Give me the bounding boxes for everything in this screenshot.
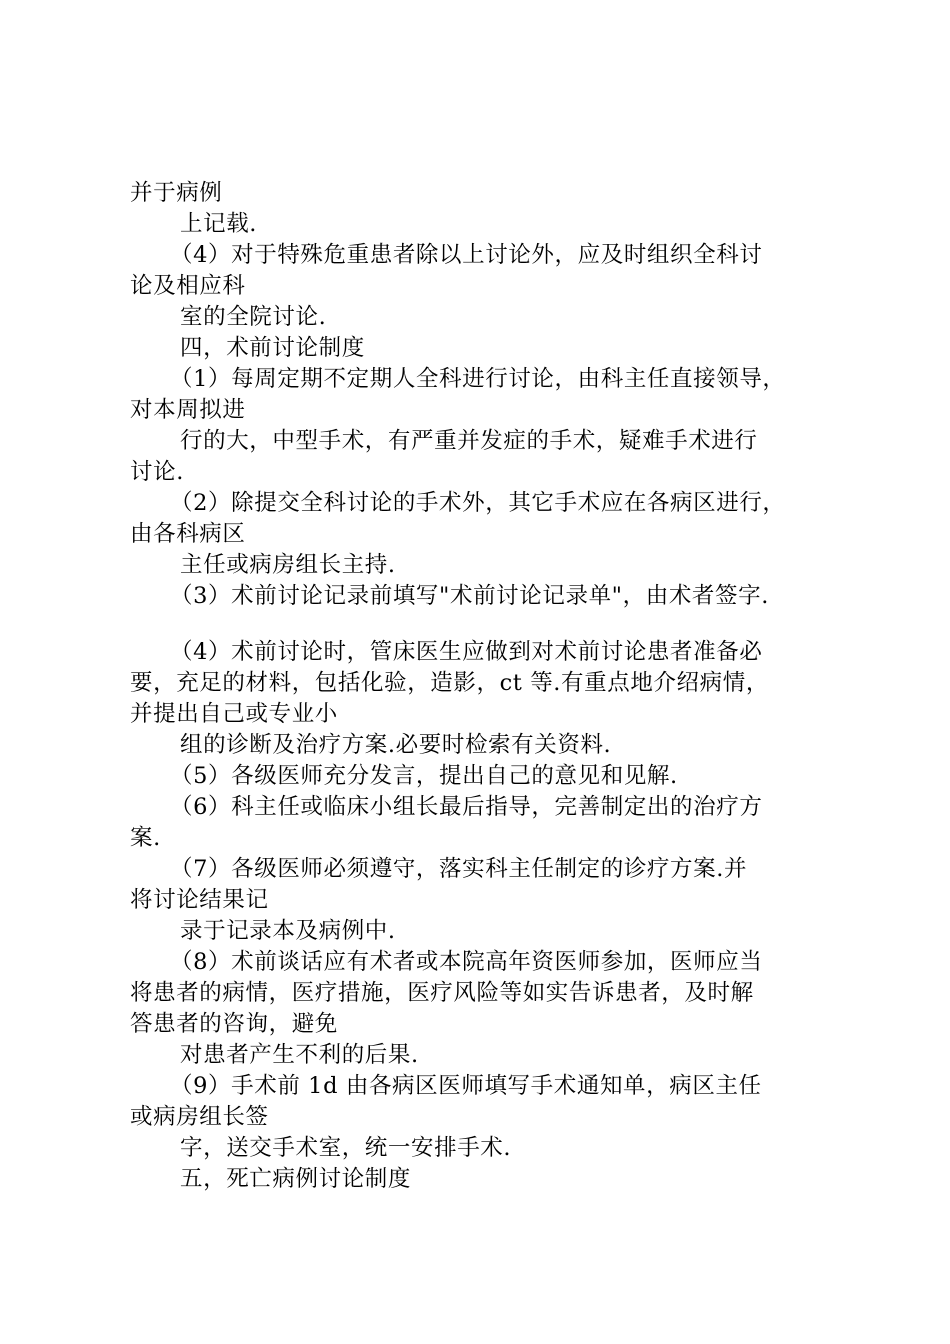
text-line: 答患者的咨询，避免 bbox=[130, 1011, 338, 1037]
text-line: 将患者的病情，医疗措施，医疗风险等如实告诉患者，及时解 bbox=[130, 980, 754, 1006]
text-line: 讨论. bbox=[130, 459, 184, 485]
text-line: 字，送交手术室，统一安排手术. bbox=[180, 1135, 512, 1161]
text-line: （2）除提交全科讨论的手术外，其它手术应在各病区进行， bbox=[170, 490, 786, 516]
text-line: 上记载. bbox=[180, 211, 258, 237]
section-heading: 五，死亡病例讨论制度 bbox=[180, 1166, 412, 1192]
text-line: （4）对于特殊危重患者除以上讨论外，应及时组织全科讨 bbox=[170, 242, 763, 268]
text-line: （7）各级医师必须遵守，落实科主任制定的诊疗方案.并 bbox=[170, 856, 748, 882]
text-line: 主任或病房组长主持. bbox=[180, 552, 396, 578]
text-line: 要，充足的材料，包括化验，造影，ct 等.有重点地介绍病情， bbox=[130, 670, 769, 696]
text-line: 由各科病区 bbox=[130, 521, 246, 547]
text-line: 并于病例 bbox=[130, 180, 223, 206]
text-line: 室的全院讨论. bbox=[180, 304, 327, 330]
text-line: 组的诊断及治疗方案.必要时检索有关资料. bbox=[180, 732, 612, 758]
text-line: 行的大，中型手术，有严重并发症的手术，疑难手术进行 bbox=[180, 428, 758, 454]
text-line: 对患者产生不利的后果. bbox=[180, 1042, 419, 1068]
section-heading: 四，术前讨论制度 bbox=[180, 335, 365, 361]
text-line: （1）每周定期不定期人全科进行讨论，由科主任直接领导， bbox=[170, 366, 786, 392]
text-line: 录于记录本及病例中. bbox=[180, 918, 396, 944]
text-line: 并提出自己或专业小 bbox=[130, 701, 338, 727]
text-line: （3）术前讨论记录前填写"术前讨论记录单"，由术者签字. bbox=[170, 583, 769, 609]
text-line: （6）科主任或临床小组长最后指导，完善制定出的治疗方 bbox=[170, 794, 763, 820]
text-line: 论及相应科 bbox=[130, 273, 246, 299]
text-line: （8）术前谈话应有术者或本院高年资医师参加，医师应当 bbox=[170, 949, 763, 975]
text-line: 对本周拟进 bbox=[130, 397, 246, 423]
text-line: （4）术前讨论时，管床医生应做到对术前讨论患者准备必 bbox=[170, 639, 763, 665]
text-line: （5）各级医师充分发言，提出自己的意见和见解. bbox=[170, 763, 678, 789]
text-line: （9）手术前 1d 由各病区医师填写手术通知单，病区主任 bbox=[170, 1073, 762, 1099]
text-line: 将讨论结果记 bbox=[130, 887, 269, 913]
text-line: 案. bbox=[130, 825, 161, 851]
text-line: 或病房组长签 bbox=[130, 1104, 269, 1130]
